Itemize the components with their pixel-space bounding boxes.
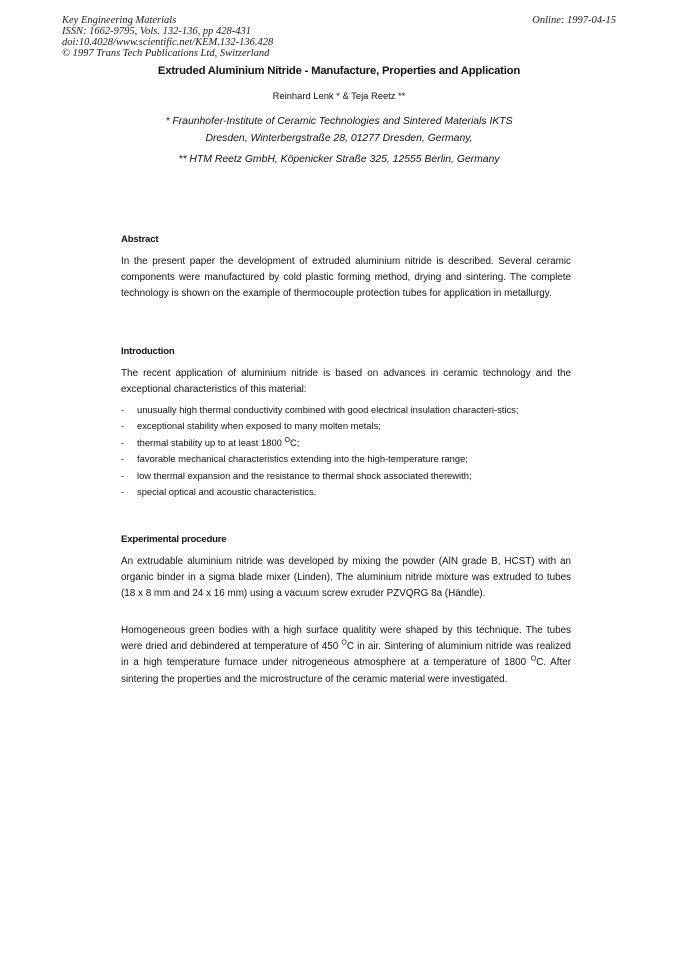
abstract-heading: Abstract [121,234,159,245]
list-item [121,418,571,434]
experimental-paragraph-1: An extrudable aluminium nitride was developed by mixing the powder (AlN grade B, HCST) with an organic binder in a sigma blade mixer (Linden). The aluminium nitride mixture was extruded to tubes (18 x 8 mm and 24 x 16 mm) using a vacuum screw exruder PZVQRG 8a (Händle). [121,556,571,600]
list-item [121,451,571,467]
list-item-text: unusually high thermal conductivity combined with good electrical insulation characteri-stics; [137,404,519,415]
affiliation-first-line2: Dresden, Winterbergstraße 28, 01277 Dresden, Germany, [205,133,473,144]
introduction-text: The recent application of aluminium nitride is based on advances in ceramic technology and the exceptional characteristics of this material: [121,368,571,396]
list-item [121,468,571,484]
list-item-text: special optical and acoustic characteristics. [137,486,317,498]
introduction-heading: Introduction [121,346,175,357]
list-item [121,435,571,451]
list-dash: - [121,404,125,415]
affiliation-second: ** HTM Reetz GmbH, Köpenicker Straße 325, 12555 Berlin, Germany [178,154,500,165]
list-item-text: low thermal expansion and the resistance to thermal shock associated therewith; [137,469,472,481]
paper-authors: Reinhard Lenk * & Teja Reetz ** [272,90,406,101]
journal-header [62,15,273,59]
journal-doi: doi:10.4028/www.scientific.net/KEM.132-136.428 [62,37,274,48]
affiliation-first [0,113,678,147]
paper-title: Extruded Aluminium Nitride - Manufacture, Properties and Application [157,65,521,77]
list-item [121,402,571,418]
list-dash: - [121,453,125,465]
properties-list [121,402,571,500]
abstract-text: In the present paper the development of extruded aluminium nitride is described. Several ceramic components were manufactured by cold plastic forming method, drying and sintering. The complete technology is shown on the example of thermocouple protection tubes for application in metallurgy. [121,256,571,300]
online-date: Online: 1997-04-15 [532,15,616,26]
list-dash: - [121,436,125,448]
affiliation-first-line1: * Fraunhofer-Institute of Ceramic Technologies and Sintered Materials IKTS [165,116,513,127]
list-item [121,484,571,500]
list-item-text: exceptional stability when exposed to many molten metals; [137,420,381,432]
list-item-text: thermal stability up to at least 1800 $^O$C; [137,436,300,448]
list-item-text: favorable mechanical characteristics extending into the high-temperature range; [137,453,468,465]
list-dash: - [121,469,125,481]
journal-copyright: © 1997 Trans Tech Publications Ltd, Switzerland [62,48,270,59]
list-dash: - [121,420,125,432]
journal-name: Key Engineering Materials [62,15,177,26]
list-dash: - [121,486,125,498]
journal-issn: ISSN: 1662-9795, Vols. 132-136, pp 428-431 [62,26,251,37]
experimental-heading: Experimental procedure [121,534,227,545]
experimental-paragraph-2: Homogeneous green bodies with a high surface qualitity were shaped by this technique. The tubes were dried and debindered at temperature of 450 $^O$C in air. Sintering of aluminium nitride was realized in a high temperature furnace under nitrogeneous atmosphere at a temperature of 1800 $^O$C. After sintering the properties and the microstructure of the ceramic material were investigated. [121,625,571,685]
